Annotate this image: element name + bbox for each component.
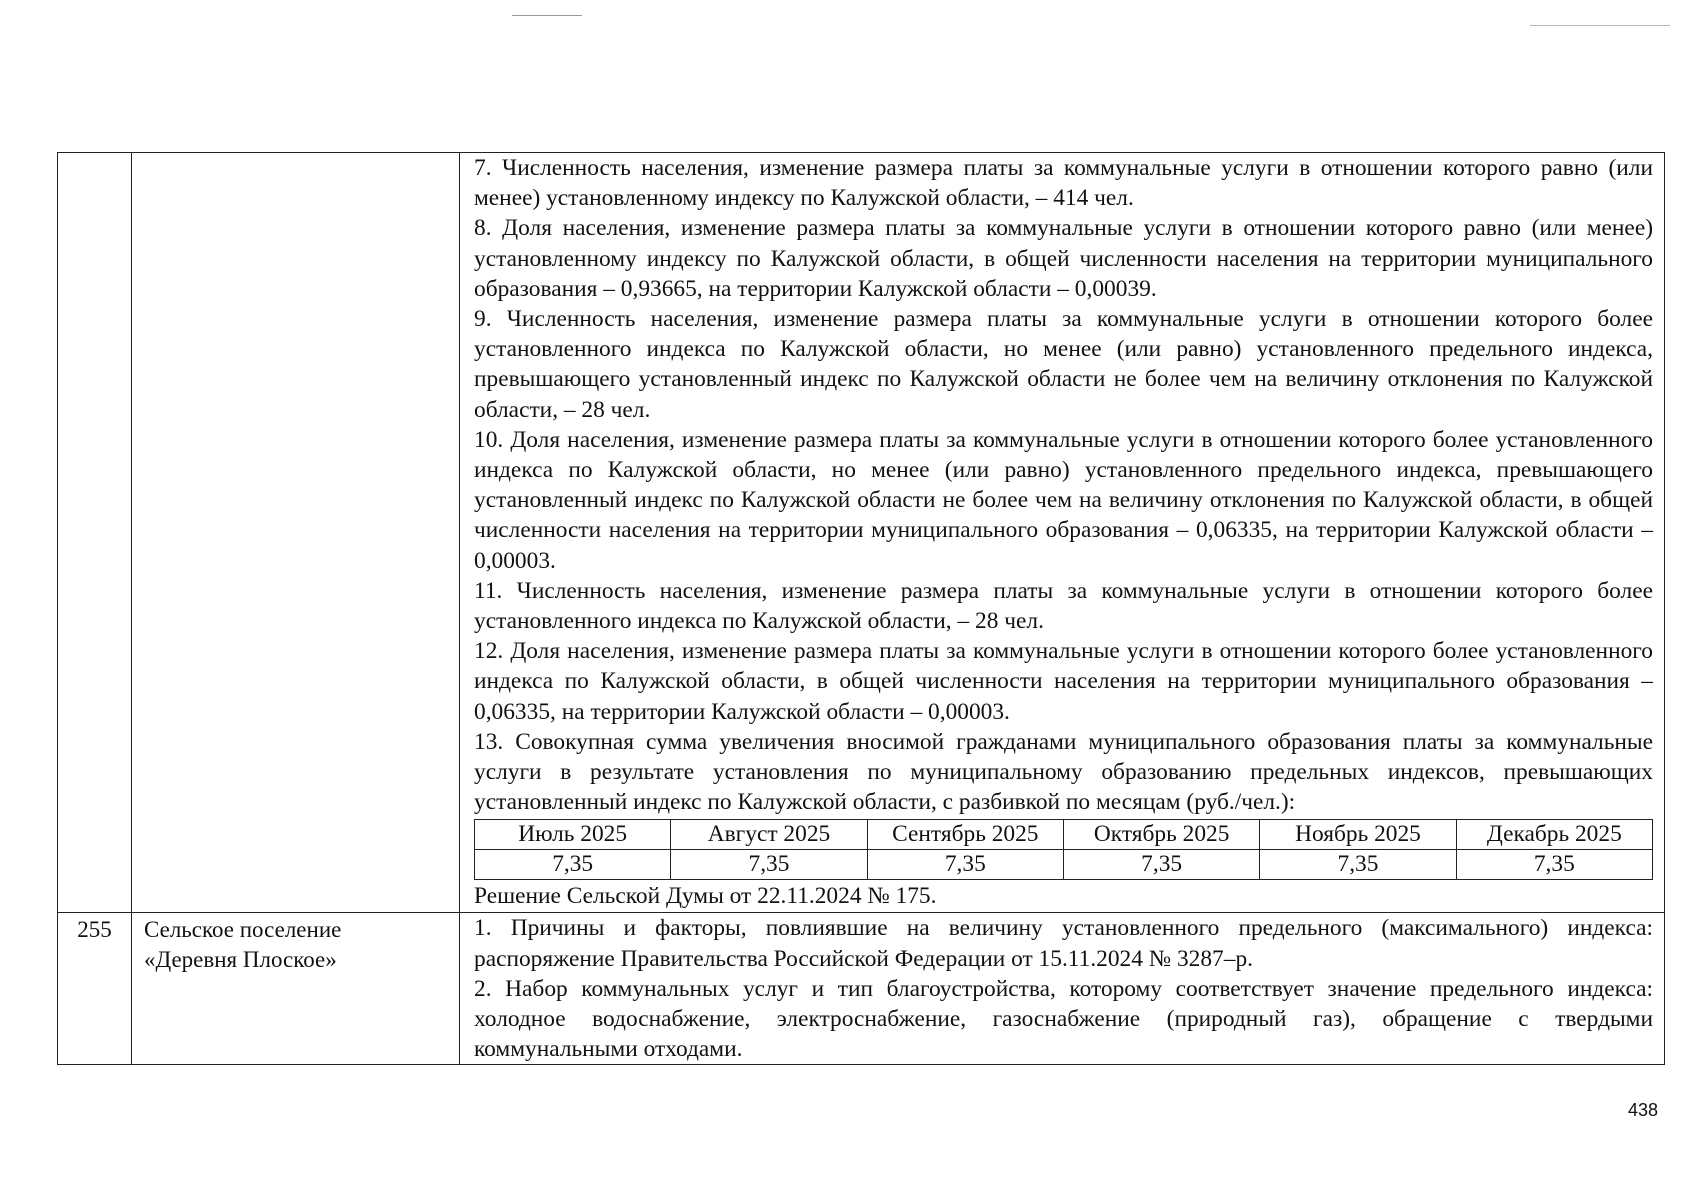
month-header-row bbox=[475, 820, 1653, 850]
month-header: Октябрь 2025 bbox=[1063, 820, 1259, 850]
row-content-cell bbox=[460, 913, 1665, 1065]
month-value: 7,35 bbox=[671, 850, 867, 880]
scan-artifact bbox=[1530, 25, 1670, 26]
table-row-continued bbox=[58, 153, 1665, 913]
month-value: 7,35 bbox=[475, 850, 671, 880]
row-number-cell-empty bbox=[58, 153, 132, 913]
paragraph-2: 2. Набор коммунальных услуг и тип благоустройства, которому соответствует значение предельного индекса: холодное водоснабжение, электроснабжение, газоснабжение (природный газ), обращение с твердыми коммунальными отходами. bbox=[474, 975, 1653, 1063]
month-header: Сентябрь 2025 bbox=[867, 820, 1063, 850]
paragraph-10: 10. Доля населения, изменение размера платы за коммунальные услуги в отношении которого более установленного индекса по Калужской области, но менее (или равно) установленного предельного индекса, превышающего установленный индекс по Калужской области не более чем на величину отклонения по Калужской области, в общей численности населения на территории муниципального образования – 0,06335, на территории Калужской области – 0,00003. bbox=[474, 426, 1653, 574]
municipality-name-line: Сельское поселение bbox=[144, 917, 342, 943]
paragraph-11: 11. Численность населения, изменение размера платы за коммунальные услуги в отношении которого более установленного индекса по Калужской области, – 28 чел. bbox=[474, 577, 1653, 635]
month-header: Ноябрь 2025 bbox=[1260, 820, 1456, 850]
month-header: Июль 2025 bbox=[475, 820, 671, 850]
page-number: 438 bbox=[1628, 1100, 1659, 1120]
paragraph-8: 8. Доля населения, изменение размера платы за коммунальные услуги в отношении которого равно (или менее) установленному индексу по Калужской области, в общей численности населения на территории муниципального образования – 0,93665, на территории Калужской области – 0,00039. bbox=[474, 215, 1653, 302]
municipality-name-cell-empty bbox=[132, 153, 460, 913]
decision-reference: Решение Сельской Думы от 22.11.2024 № 175. bbox=[474, 883, 937, 910]
month-value: 7,35 bbox=[1063, 850, 1259, 880]
municipality-name-line: «Деревня Плоское» bbox=[144, 947, 337, 973]
row-number: 255 bbox=[58, 913, 132, 1065]
month-header: Август 2025 bbox=[671, 820, 867, 850]
row-content-cell bbox=[460, 153, 1665, 913]
paragraph-1: 1. Причины и факторы, повлиявшие на величину установленного предельного (максимального) индекса: распоряжение Правительства Российской Федерации от 15.11.2024 № 3287–р. bbox=[474, 915, 1653, 972]
monthly-increase-table bbox=[474, 819, 1653, 880]
paragraph-9: 9. Численность населения, изменение размера платы за коммунальные услуги в отношении которого более установленного индекса по Калужской области, но менее (или равно) установленного предельного индекса, превышающего установленный индекс по Калужской области не более чем на величину отклонения по Калужской области, – 28 чел. bbox=[474, 306, 1653, 423]
month-value-row bbox=[475, 850, 1653, 880]
month-header: Декабрь 2025 bbox=[1456, 820, 1652, 850]
municipal-index-table bbox=[57, 152, 1665, 1065]
month-value: 7,35 bbox=[867, 850, 1063, 880]
month-value: 7,35 bbox=[1260, 850, 1456, 880]
municipality-name bbox=[132, 913, 460, 1065]
month-value: 7,35 bbox=[1456, 850, 1652, 880]
paragraph-7: 7. Численность населения, изменение размера платы за коммунальные услуги в отношении которого равно (или менее) установленному индексу по Калужской области, – 414 чел. bbox=[474, 155, 1653, 212]
scan-artifact bbox=[512, 15, 582, 16]
paragraph-13: 13. Совокупная сумма увеличения вносимой гражданами муниципального образования платы за коммунальные услуги в результате установления по муниципальному образованию предельных индексов, превышающих установленный индекс по Калужской области, с разбивкой по месяцам (руб./чел.): bbox=[474, 728, 1653, 816]
paragraph-12: 12. Доля населения, изменение размера платы за коммунальные услуги в отношении которого более установленного индекса по Калужской области, в общей численности населения на территории муниципального образования – 0,06335, на территории Калужской области – 0,00003. bbox=[474, 638, 1653, 725]
table-row-255 bbox=[58, 913, 1665, 1065]
